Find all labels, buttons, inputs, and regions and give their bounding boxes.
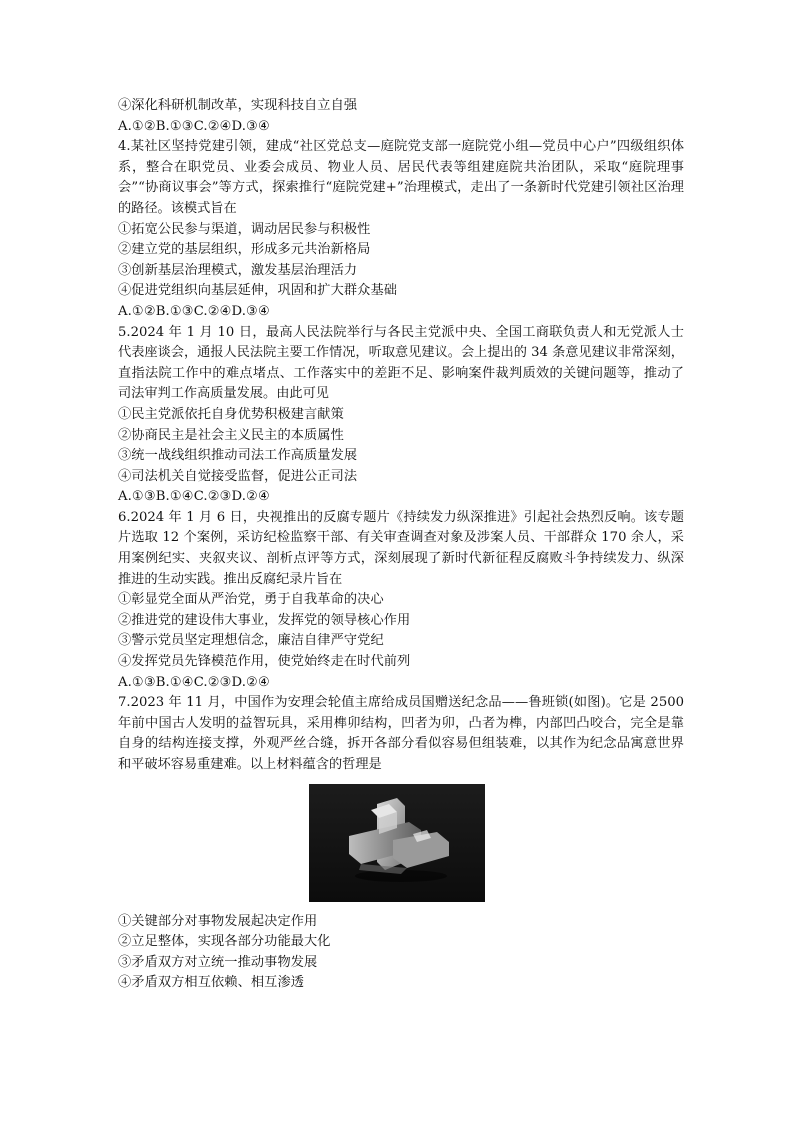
q3-answer-choices: A.①②B.①③C.②④D.③④ [118, 118, 270, 134]
q7-option-1: ①关键部分对事物发展起决定作用 [118, 913, 318, 929]
q6-option-4: ④发挥党员先锋模范作用，使党始终走在时代前列 [118, 654, 411, 670]
q4-option-2: ②建立党的基层组织，形成多元共治新格局 [118, 242, 371, 258]
q5-option-1: ①民主党派依托自身优势积极建言献策 [118, 406, 344, 422]
q4-option-4: ④促进党组织向基层延伸，巩固和扩大群众基础 [118, 283, 398, 299]
q6-option-3: ③警示党员坚定理想信念，廉洁自律严守党纪 [118, 633, 384, 649]
q7-option-3: ③矛盾双方对立统一推动事物发展 [118, 954, 318, 970]
q4-answer-choices: A.①②B.①③C.②④D.③④ [118, 303, 270, 319]
q4-stem: 4.某社区坚持党建引领，建成“社区党总支—庭院党支部一庭院党小组—党员中心户”四级组织体系，整合在职党员、业委会成员、物业人员、居民代表等组建庭院共治团队，采取“庭院理事会”“协商议事会”等方式，探索推行“庭院党建+”治理模式，走出了一条新时代党建引领社区治理的路径。该模式旨在 [118, 139, 684, 216]
q7-stem: 7.2023 年 11 月，中国作为安理会轮值主席给成员国赠送纪念品——鲁班锁(如图)。它是 2500 年前中国古人发明的益智玩具，采用榫卯结构，凹者为卯，凸者为榫，内部凹凸咬合，完全是靠自身的结构连接支撑，外观严丝合缝，拆开各部分看似容易但组装难，以其作为纪念品寓意世界和平破坏容易重建难。以上材料蕴含的哲理是 [118, 695, 684, 772]
q5-option-3: ③统一战线组织推动司法工作高质量发展 [118, 448, 358, 464]
q6-stem: 6.2024 年 1 月 6 日，央视推出的反腐专题片《持续发力纵深推进》引起社会热烈反响。该专题片选取 12 个案例，采访纪检监察干部、有关审查调查对象及涉案人员、干部群众 170 余人，采用案例纪实、夹叙夹议、剖析点评等方式，深刻展现了新时代新征程反腐败斗争持续发力、纵深推进的生动实践。推出反腐纪录片旨在 [118, 509, 684, 587]
q5-option-4: ④司法机关自觉接受监督，促进公正司法 [118, 468, 358, 484]
q4-option-1: ①拓宽公民参与渠道，调动居民参与积极性 [118, 221, 371, 237]
q5-stem: 5.2024 年 1 月 10 日，最高人民法院举行与各民主党派中央、全国工商联负责人和无党派人士代表座谈会，通报人民法院主要工作情况，听取意见建议。会上提出的 34 条意见建议非常深刻，直指法院工作中的难点堵点、工作落实中的差距不足、影响案件裁判质效的关键问题等，推动了司法审判工作高质量发展。由此可见 [118, 324, 684, 402]
luban-lock-image [309, 784, 485, 902]
q6-option-2: ②推进党的建设伟大事业，发挥党的领导核心作用 [118, 612, 411, 628]
q3-option-4: ④深化科研机制改革，实现科技自立自强 [118, 98, 358, 113]
q5-answer-choices: A.①③B.①④C.②③D.②④ [118, 489, 270, 505]
q7-option-2: ②立足整体，实现各部分功能最大化 [118, 934, 331, 950]
q6-answer-choices: A.①③B.①④C.②③D.②④ [118, 674, 270, 690]
q5-option-2: ②协商民主是社会主义民主的本质属性 [118, 427, 344, 443]
q6-option-1: ①彰显党全面从严治党，勇于自我革命的决心 [118, 592, 384, 608]
luban-lock-photo [309, 784, 485, 902]
q7-option-4: ④矛盾双方相互依赖、相互渗透 [118, 975, 305, 991]
q4-option-3: ③创新基层治理模式，激发基层治理活力 [118, 262, 358, 278]
exam-page [118, 96, 684, 994]
